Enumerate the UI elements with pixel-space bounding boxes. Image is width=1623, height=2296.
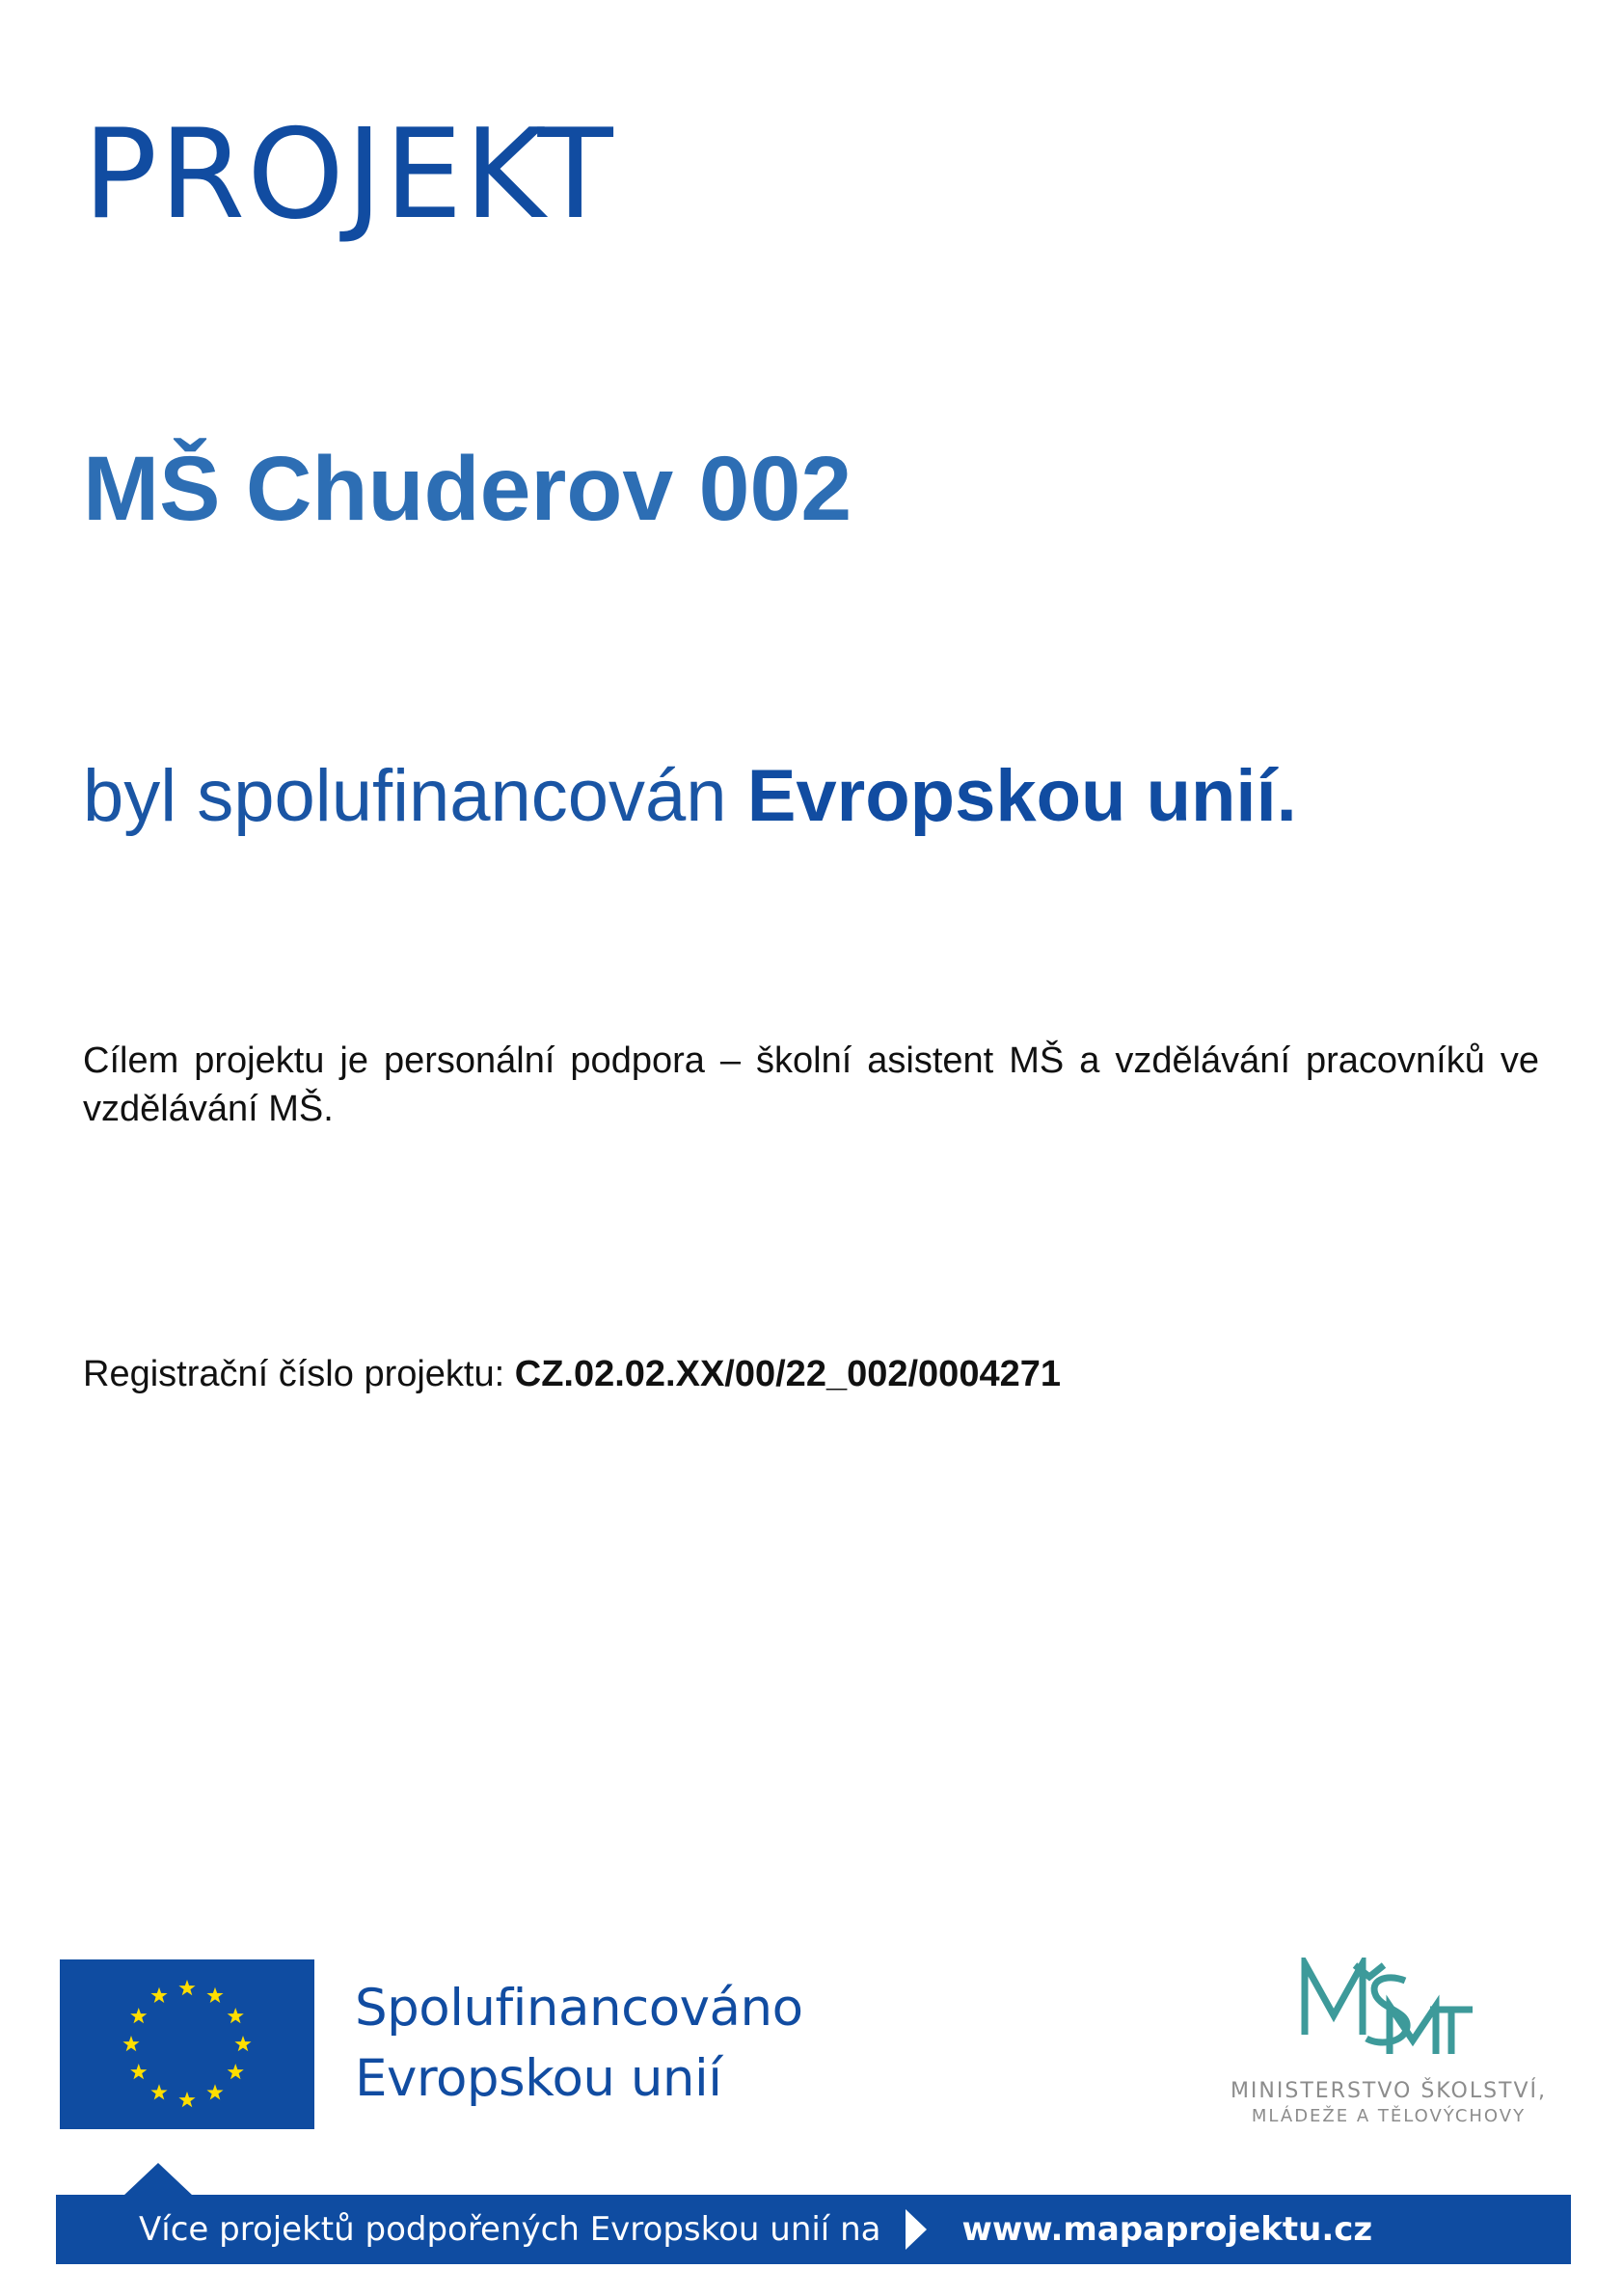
msmt-monogram-icon bbox=[1210, 1958, 1567, 2073]
cofinanced-statement bbox=[83, 755, 1297, 837]
eu-flag-icon bbox=[60, 1959, 314, 2129]
registration-number-line bbox=[83, 1350, 1061, 1398]
project-goal: Cílem projektu je personální podpora – školní asistent MŠ a vzdělávání pracovníků ve vzdělávání MŠ. bbox=[83, 1040, 1539, 1129]
footer-url-link[interactable]: www.mapaprojektu.cz bbox=[961, 2210, 1373, 2249]
registration-label: Registrační číslo projektu: bbox=[83, 1354, 505, 1394]
eu-logo-line1: Spolufinancováno bbox=[355, 1979, 803, 2038]
msmt-name-line2: MLÁDEŽE A TĚLOVÝCHOVY bbox=[1251, 2106, 1527, 2126]
eu-cofinanced-logo-text bbox=[355, 1973, 803, 2114]
cofinanced-prefix: byl spolufinancován bbox=[83, 755, 727, 837]
registration-number: CZ.02.02.XX/00/22_002/0004271 bbox=[514, 1354, 1061, 1394]
eu-logo-line2: Evropskou unií bbox=[355, 2049, 722, 2108]
page-heading: PROJEKT bbox=[83, 103, 615, 247]
footer-bar bbox=[56, 2195, 1571, 2264]
project-name: MŠ Chuderov 002 bbox=[83, 438, 852, 540]
msmt-name bbox=[1205, 2078, 1572, 2128]
eu-flag-graphic bbox=[60, 1959, 314, 2129]
footer-text: Více projektů podpořených Evropskou unií na bbox=[139, 2210, 881, 2249]
msmt-name-line1: MINISTERSTVO ŠKOLSTVÍ, bbox=[1230, 2079, 1548, 2103]
cofinanced-eu: Evropskou unií. bbox=[746, 755, 1297, 837]
footer-notch bbox=[123, 2163, 193, 2196]
chevron-right-icon bbox=[906, 2209, 927, 2250]
